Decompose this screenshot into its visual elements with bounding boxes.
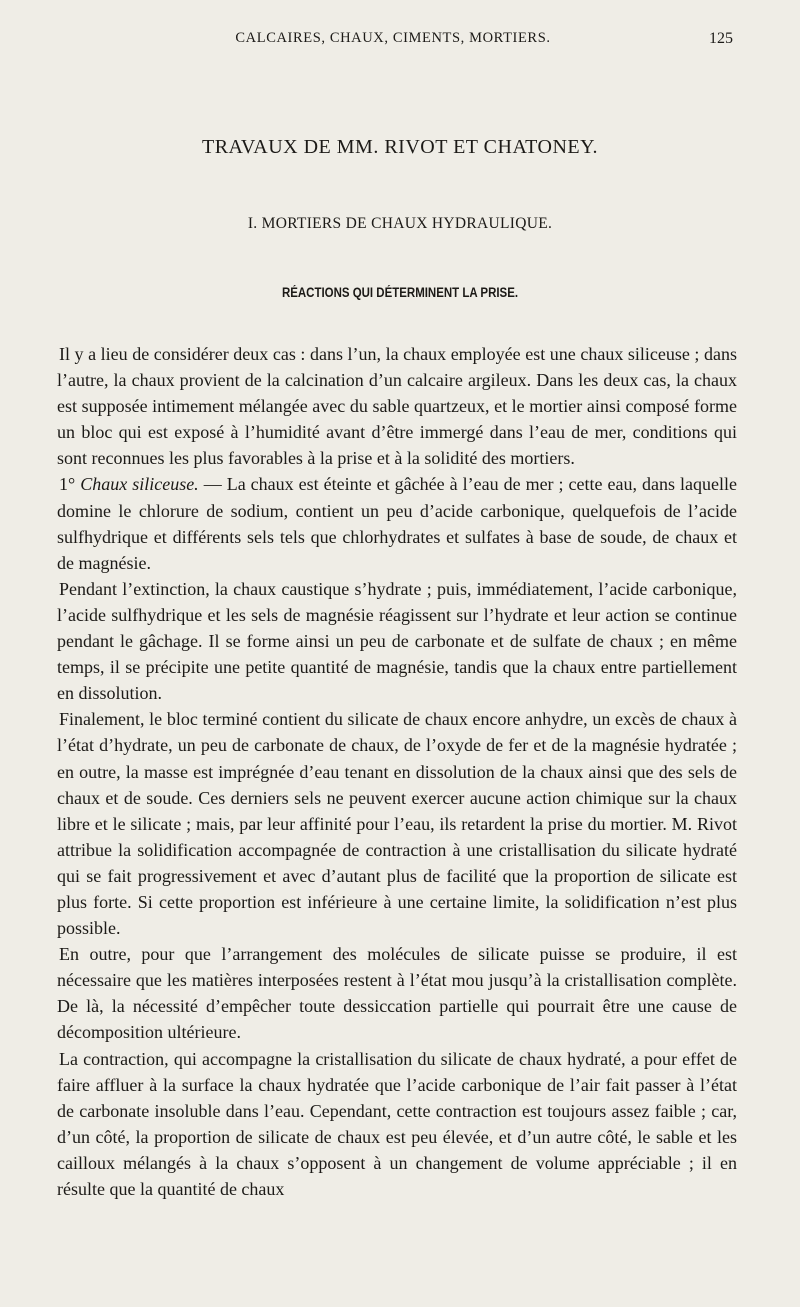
page-number: 125 (709, 30, 733, 47)
paragraph-2-heading: Chaux siliceuse. (80, 474, 199, 495)
paragraph-2 (57, 471, 737, 575)
paragraph-3: Pendant l’extinction, la chaux caustique s’hydrate ; puis, immédiatement, l’acide carbonique, l’acide sulfhydrique et les sels de magnésie réagissent sur l’hydrate et leur action se continue pendant le gâchage. Il se forme ainsi un peu de carbonate et de sulfate de chaux ; en même temps, il se précipite une petite quantité de magnésie, tandis que la chaux entre partiellement en dissolution. (57, 578, 737, 704)
paragraph-4: Finalement, le bloc terminé contient du silicate de chaux encore anhydre, un excès de chaux à l’état d’hydrate, un peu de carbonate de chaux, de l’oxyde de fer et de la magnésie hydratée ; en outre, la masse est imprégnée d’eau tenant en dissolution de la chaux ainsi que des sels de chaux et de soude. Ces derniers sels ne peuvent exercer aucune action chimique sur la chaux libre et le silicate ; mais, par leur affinité pour l’eau, ils retardent la prise du mortier. M. Rivot attribue la solidification accompagnée de contraction à une cristallisation du silicate hydraté qui se fait progressivement et avec d’autant plus de facilité que la proportion de silicate est plus forte. Si cette proportion est inférieure à une certaine limite, la solidification n’est plus possible. (57, 709, 737, 939)
section-title: I. MORTIERS DE CHAUX HYDRAULIQUE. (247, 215, 553, 232)
running-head-title: CALCAIRES, CHAUX, CIMENTS, MORTIERS. (235, 30, 551, 46)
paragraph-5: En outre, pour que l’arrangement des molécules de silicate puisse se produire, il est nécessaire que les matières interposées restent à l’état mou jusqu’à la cristallisation complète. De là, la nécessité d’empêcher toute dessiccation partielle qui pourrait être une cause de décomposition ultérieure. (57, 944, 737, 1043)
paragraph-6: La contraction, qui accompagne la cristallisation du silicate de chaux hydraté, a pour effet de faire affluer à la surface la chaux hydratée que l’acide carbonique de l’air fait passer à l’état de carbonate insoluble dans l’eau. Cependant, cette contraction est toujours assez faible ; car, d’un côté, la proportion de silicate de chaux est peu élevée, et d’un autre côté, le sable et les cailloux mélangés à la chaux s’opposent à un changement de volume appréciable ; il en résulte que la quantité de chaux (57, 1048, 737, 1199)
body-text (57, 341, 737, 1202)
paragraph-2-lead: 1° (59, 474, 81, 495)
subsection-title: RÉACTIONS QUI DÉTERMINENT LA PRISE. (281, 285, 519, 300)
main-title: TRAVAUX DE MM. RIVOT ET CHATONEY. (202, 136, 598, 158)
paragraph-2-text: — La chaux est éteinte et gâchée à l’eau de mer ; cette eau, dans laquelle domine le chlorure de sodium, contient un peu d’acide carbonique, quelquefois de l’acide sulfhydrique et différents sels tels que chlorhydrates et sulfates à base de soude, de chaux et de magnésie. (57, 474, 737, 573)
running-head (56, 30, 733, 54)
paragraph-1: Il y a lieu de considérer deux cas : dans l’un, la chaux employée est une chaux siliceuse ; dans l’autre, la chaux provient de la calcination d’un calcaire argileux. Dans les deux cas, la chaux est supposée intimement mélangée avec du sable quartzeux, et le mortier ainsi composé forme un bloc qui est exposé à l’humidité avant d’être immergé dans l’eau de mer, conditions qui sont reconnues les plus favorables à la prise et à la solidité des mortiers. (57, 344, 737, 469)
